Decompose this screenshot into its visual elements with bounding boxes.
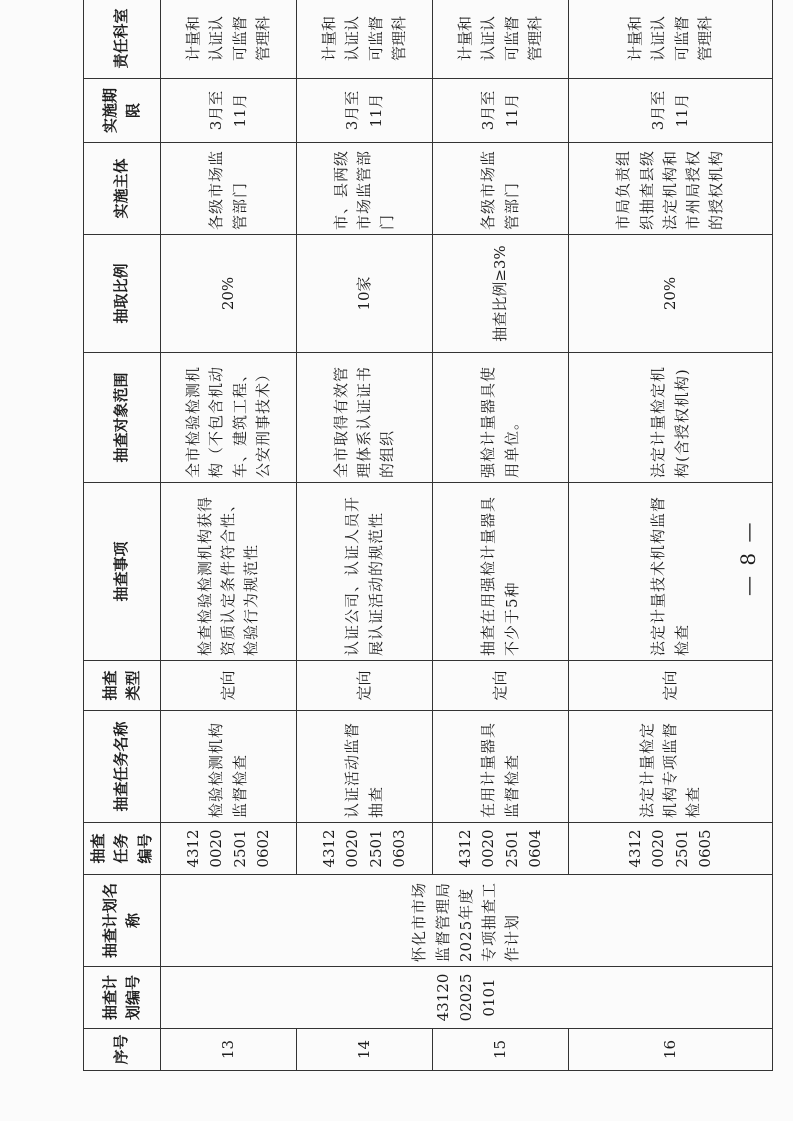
- header-check-item: 抽查事项: [84, 483, 161, 661]
- header-seq: 序号: [84, 1029, 161, 1071]
- cell-check-item: 认证公司、认证人员开展认证活动的规范性: [297, 483, 433, 661]
- header-plan-number: 抽查计划编号: [84, 967, 161, 1029]
- header-task-number: 抽查任务编号: [84, 823, 161, 875]
- cell-check-scope: 强检计量器具使用单位。: [433, 353, 569, 483]
- cell-check-scope: 全市取得有效管理体系认证证书的组织: [297, 353, 433, 483]
- cell-period: 3月至 11月: [569, 79, 773, 143]
- cell-plan-number: 43120 02025 0101: [161, 967, 773, 1029]
- cell-ratio: 抽查比例≥3%: [433, 235, 569, 353]
- cell-check-item: 抽查在用强检计量器具不少于5种: [433, 483, 569, 661]
- table-row: [161, 0, 297, 1071]
- table-header-row: [84, 0, 161, 1071]
- header-task-name: 抽查任务名称: [84, 711, 161, 823]
- cell-check-type: 定向: [161, 661, 297, 711]
- cell-check-type: 定向: [297, 661, 433, 711]
- cell-check-scope: 法定计量检定机构(含授权机构): [569, 353, 773, 483]
- cell-check-scope: 全市检验检测机构（不包含机动车、建筑工程、公安刑事技术）: [161, 353, 297, 483]
- cell-seq: 16: [569, 1029, 773, 1071]
- header-subject: 实施主体: [84, 143, 161, 235]
- spot-check-plan-table: [83, 0, 773, 1071]
- cell-ratio: 20%: [161, 235, 297, 353]
- header-department: 责任科室: [84, 0, 161, 79]
- header-ratio: 抽取比例: [84, 235, 161, 353]
- cell-task-number: 4312 0020 2501 0604: [433, 823, 569, 875]
- cell-seq: 14: [297, 1029, 433, 1071]
- header-check-type: 抽查类型: [84, 661, 161, 711]
- cell-task-name: 在用计量器具监督检查: [433, 711, 569, 823]
- cell-task-number: 4312 0020 2501 0602: [161, 823, 297, 875]
- cell-task-number: 4312 0020 2501 0605: [569, 823, 773, 875]
- cell-ratio: 20%: [569, 235, 773, 353]
- cell-subject: 各级市场监管部门: [433, 143, 569, 235]
- header-plan-name: 抽查计划名称: [84, 875, 161, 967]
- cell-department: 计量和 认证认 可监督 管理科: [161, 0, 297, 79]
- cell-seq: 15: [433, 1029, 569, 1071]
- cell-task-name: 认证活动监督抽查: [297, 711, 433, 823]
- header-check-scope: 抽查对象范围: [84, 353, 161, 483]
- cell-check-item: 检查检验检测机构获得资质认定条件符合性、检验行为规范性: [161, 483, 297, 661]
- cell-department: 计量和 认证认 可监督 管理科: [297, 0, 433, 79]
- cell-seq: 13: [161, 1029, 297, 1071]
- page-number: — 8 —: [736, 520, 760, 596]
- cell-period: 3月至 11月: [297, 79, 433, 143]
- cell-task-number: 4312 0020 2501 0603: [297, 823, 433, 875]
- cell-period: 3月至 11月: [161, 79, 297, 143]
- cell-plan-name: 怀化市市场监督管理局2025年度专项抽查工作计划: [161, 875, 773, 967]
- cell-period: 3月至 11月: [433, 79, 569, 143]
- cell-subject: 市、县两级市场监管部门: [297, 143, 433, 235]
- cell-check-item: 法定计量技术机构监督检查: [569, 483, 773, 661]
- cell-ratio: 10家: [297, 235, 433, 353]
- cell-department: 计量和 认证认 可监督 管理科: [569, 0, 773, 79]
- cell-department: 计量和 认证认 可监督 管理科: [433, 0, 569, 79]
- header-period: 实施期限: [84, 79, 161, 143]
- cell-check-type: 定向: [569, 661, 773, 711]
- cell-subject: 各级市场监管部门: [161, 143, 297, 235]
- cell-check-type: 定向: [433, 661, 569, 711]
- cell-task-name: 法定计量检定机构专项监督检查: [569, 711, 773, 823]
- cell-subject: 市局负责组织抽查县级法定机构和市州局授权的授权机构: [569, 143, 773, 235]
- cell-task-name: 检验检测机构监督检查: [161, 711, 297, 823]
